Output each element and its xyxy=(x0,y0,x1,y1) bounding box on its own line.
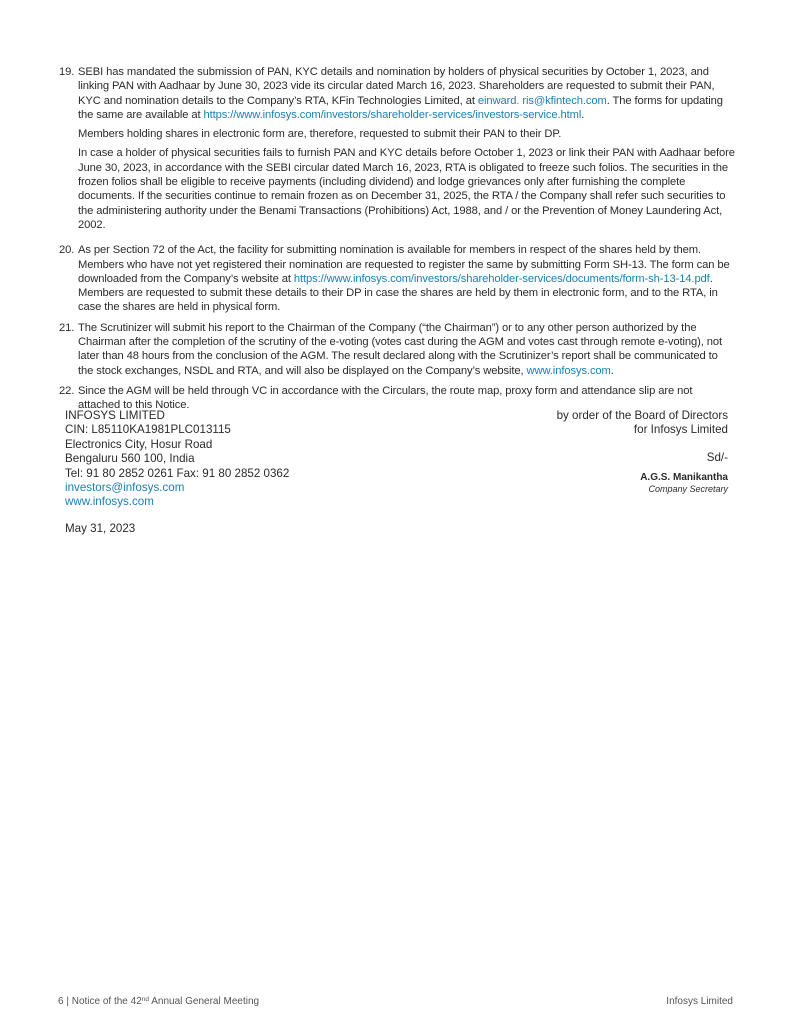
company-website-link[interactable]: www.infosys.com xyxy=(526,364,611,377)
paragraph-text: . Members are requested to submit these details to their DP in case the shares are held by them in electronic form, and to the RTA, in case the shares are held in physical form. xyxy=(78,272,718,314)
signed-mark: Sd/- xyxy=(706,450,728,464)
address-line: Electronics City, Hosur Road xyxy=(65,437,213,451)
paragraph-text: The Scrutinizer will submit his report to the Chairman of the Company (“the Chairman”) or to any other person authorized by the Chairman after the completion of the scrutiny of the e-voting (votes cast during the AGM and votes cast through remote e-voting), not later than 48 hours from the conclusion of the AGM. The result declared along with the Scrutinizer’s report shall be communicated to the stock exchanges, NSDL and RTA, and will also be displayed on the Company’s website, xyxy=(78,321,722,377)
notice-item-20 xyxy=(59,243,735,314)
item-paragraph: Since the AGM will be held through VC in accordance with the Circulars, the route map, proxy form and attendance slip are not attached to this Notice. xyxy=(78,384,693,412)
item-content xyxy=(78,321,735,378)
item-paragraph xyxy=(78,243,735,314)
page-footer-company: Infosys Limited xyxy=(666,996,733,1007)
company-name: INFOSYS LIMITED xyxy=(65,409,165,422)
kfintech-email-link[interactable]: einward. ris@kfintech.com xyxy=(477,94,607,107)
board-order-text: by order of the Board of Directors xyxy=(556,409,728,422)
paragraph-text: . xyxy=(610,364,614,377)
investor-email-link[interactable]: investors@infosys.com xyxy=(65,481,185,495)
footer-text: 6 | Notice of the 42 xyxy=(58,996,142,1007)
company-address-block xyxy=(65,409,385,536)
paragraph-text: As per Section 72 of the Act, the facility for submitting nomination is available for members in respect of the shares held by them. Members who have not yet registered their nomination are requested to register the same by submitting Form SH-13. The form can be downloaded from the Company’s website at xyxy=(78,244,730,285)
signatory-title: Company Secretary xyxy=(648,484,728,495)
item-paragraph: Members holding shares in electronic form are, therefore, requested to submit their PAN to their DP. xyxy=(78,128,562,141)
investors-service-link[interactable]: https://www.infosys.com/investors/shareholder-services/investors-service.html xyxy=(203,108,582,121)
phone-fax: Tel: 91 80 2852 0261 Fax: 91 80 2852 0362 xyxy=(65,466,290,480)
website-link[interactable]: www.infosys.com xyxy=(65,495,154,509)
signature-block xyxy=(428,409,728,495)
notice-items xyxy=(59,65,735,419)
item-number: 19. xyxy=(59,66,75,78)
paragraph-text: . The forms for updating the same are available at xyxy=(78,94,723,121)
item-paragraph: In case a holder of physical securities fails to furnish PAN and KYC details before October 1, 2023 or link their PAN with Aadhaar before June 30, 2023, in accordance with the SEBI circular dated March 16, 2023, RTA is obligated to freeze such folios. The securities in the frozen folios shall be eligible to receive payments (including dividend) and lodge grievances only after furnishing the complete documents. If the securities continue to remain frozen as on December 31, 2025, the RTA / the Company shall refer such securities to the administering authority under the Benami Transactions (Prohibitions) Act, 1988, and / or the Prevention of Money Laundering Act, 2002. xyxy=(78,147,735,231)
item-paragraph xyxy=(78,65,735,122)
notice-item-21 xyxy=(59,321,735,378)
form-sh-13-14-link[interactable]: https://www.infosys.com/investors/shareholder-services/documents/form-sh-13-14.pdf xyxy=(293,272,710,285)
notice-item-19 xyxy=(59,65,735,237)
item-paragraph xyxy=(78,321,735,378)
paragraph-text: SEBI has mandated the submission of PAN, KYC details and nomination by holders of physical securities by October 1, 2023, and linking PAN with Aadhaar by June 30, 2023 vide its circular dated March 16, 2023. Shareholders are requested to submit their PAN, KYC and nomination details to the Company’s RTA, KFin Technologies Limited, at xyxy=(78,66,715,107)
item-content xyxy=(78,65,735,237)
item-number: 21. xyxy=(59,321,75,334)
footer-ordinal: nd xyxy=(141,996,149,1003)
footer-text: Annual General Meeting xyxy=(149,996,260,1007)
item-content xyxy=(78,243,735,314)
for-company-text: for Infosys Limited xyxy=(633,423,728,437)
page-footer-title xyxy=(58,996,259,1007)
item-number: 22. xyxy=(59,384,75,397)
notice-date: May 31, 2023 xyxy=(65,521,136,535)
signatory-name: A.G.S. Manikantha xyxy=(640,472,728,484)
address-line: Bengaluru 560 100, India xyxy=(65,452,195,466)
paragraph-text: . xyxy=(581,108,585,121)
company-cin: CIN: L85110KA1981PLC013115 xyxy=(65,423,231,437)
item-number: 20. xyxy=(59,244,75,257)
